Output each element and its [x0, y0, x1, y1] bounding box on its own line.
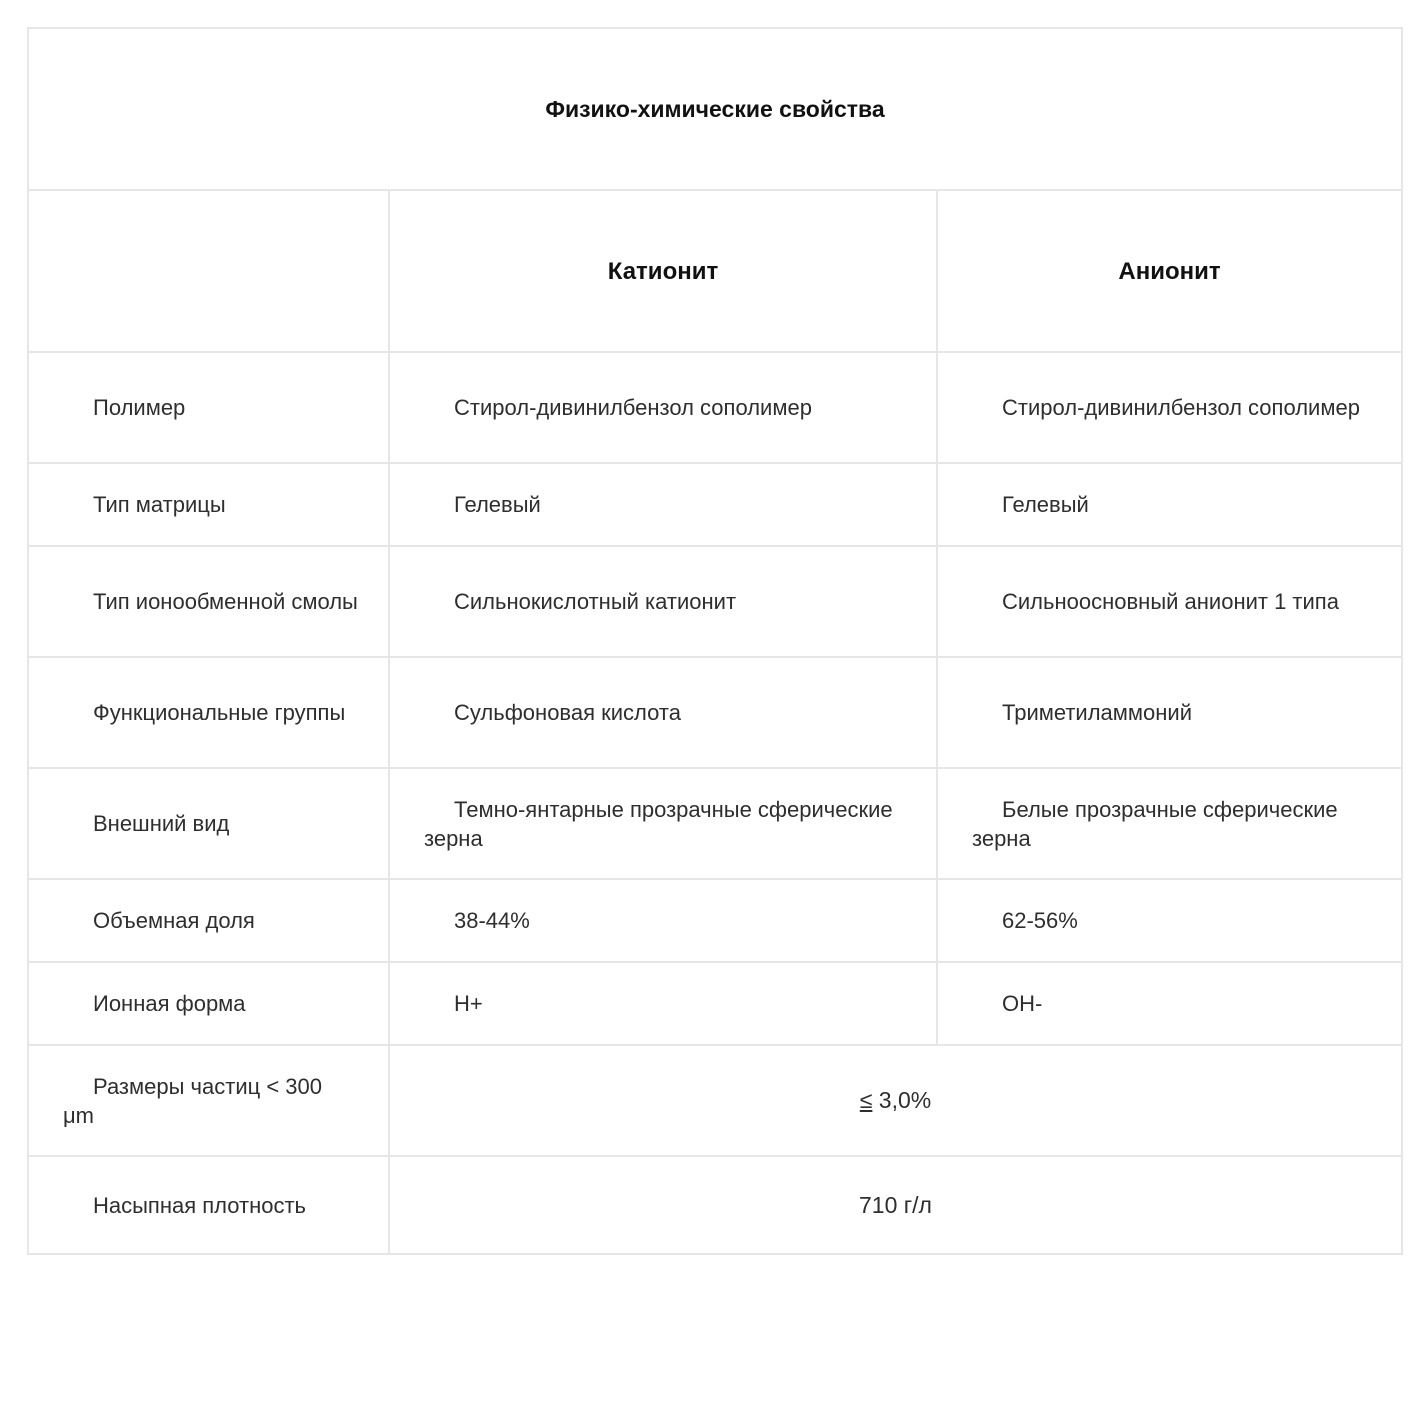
header-row: [28, 190, 1402, 352]
table-row: [28, 768, 1402, 879]
cation-value: Сильнокислотный катионит: [389, 546, 937, 657]
anion-value: Сильноосновный анионит 1 типа: [937, 546, 1402, 657]
properties-table: [27, 27, 1403, 1255]
table-row: [28, 1156, 1402, 1254]
less-or-equal-sign: ≤: [859, 1087, 873, 1113]
row-label: Тип матрицы: [28, 463, 389, 546]
cation-value: Стирол-дивинилбензол сополимер: [389, 352, 937, 463]
anion-value: OH-: [937, 962, 1402, 1045]
row-label: Полимер: [28, 352, 389, 463]
row-label: Тип ионообменной смолы: [28, 546, 389, 657]
anion-value: 62-56%: [937, 879, 1402, 962]
cation-value: 38-44%: [389, 879, 937, 962]
merged-value: 710 г/л: [389, 1156, 1402, 1254]
cation-value: H+: [389, 962, 937, 1045]
merged-value-text: 3,0%: [872, 1087, 932, 1113]
merged-value: [389, 1045, 1402, 1156]
row-label: Объемная доля: [28, 879, 389, 962]
table-row: [28, 352, 1402, 463]
header-cation: Катионит: [389, 190, 937, 352]
table-row: [28, 962, 1402, 1045]
header-anion: Анионит: [937, 190, 1402, 352]
table-row: [28, 879, 1402, 962]
row-label: Насыпная плотность: [28, 1156, 389, 1254]
row-label: Функциональные группы: [28, 657, 389, 768]
table-row: [28, 657, 1402, 768]
header-empty-cell: [28, 190, 389, 352]
anion-value: Стирол-дивинилбензол сополимер: [937, 352, 1402, 463]
table-title: Физико-химические свойства: [28, 28, 1402, 190]
row-label: Размеры частиц < 300 μm: [28, 1045, 389, 1156]
anion-value: Гелевый: [937, 463, 1402, 546]
title-row: [28, 28, 1402, 190]
cation-value: Сульфоновая кислота: [389, 657, 937, 768]
table-row: [28, 1045, 1402, 1156]
row-label: Ионная форма: [28, 962, 389, 1045]
row-label: Внешний вид: [28, 768, 389, 879]
cation-value: Гелевый: [389, 463, 937, 546]
anion-value: Белые прозрачные сферические зерна: [937, 768, 1402, 879]
table-row: [28, 463, 1402, 546]
cation-value: Темно-янтарные прозрачные сферические зерна: [389, 768, 937, 879]
anion-value: Триметиламмоний: [937, 657, 1402, 768]
table-row: [28, 546, 1402, 657]
